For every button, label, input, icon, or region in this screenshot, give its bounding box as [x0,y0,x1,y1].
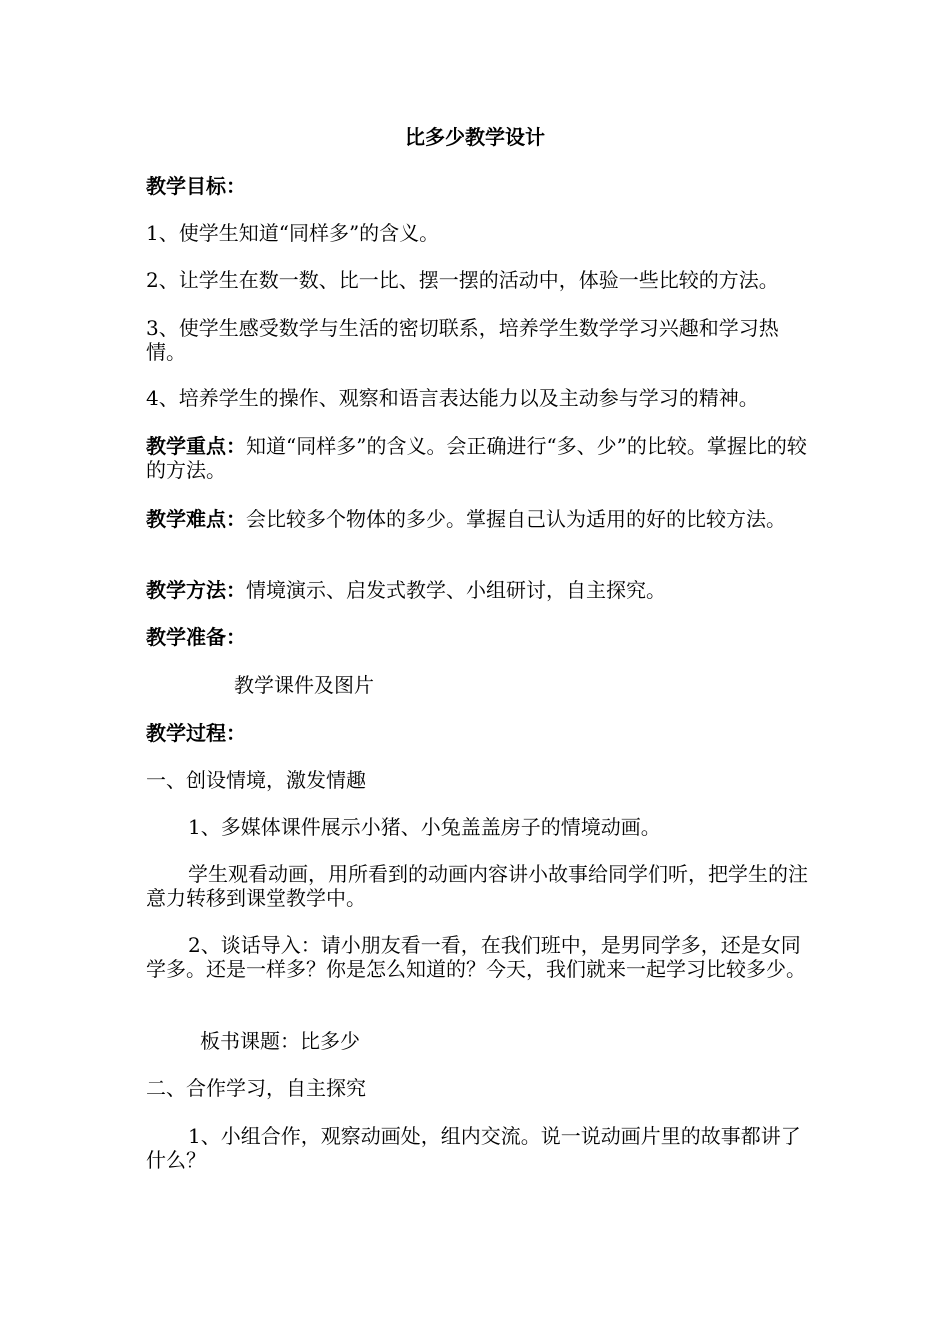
section-1-heading: 一、创设情境，激发情趣 [146,768,366,792]
objective-item: 2、让学生在数一数、比一比、摆一摆的活动中，体验一些比较的方法。 [146,268,779,292]
section-2-heading: 二、合作学习，自主探究 [146,1076,366,1100]
key-points-paragraph [146,434,810,482]
section-1-paragraph: 学生观看动画，用所看到的动画内容讲小故事给同学们听，把学生的注意力转移到课堂教学中。 [146,862,808,910]
methods-paragraph [146,578,810,602]
objective-item: 4、培养学生的操作、观察和语言表达能力以及主动参与学习的精神。 [146,386,759,410]
objective-item: 1、使学生知道“同样多”的含义。 [146,221,440,245]
difficulties-text: 会比较多个物体的多少。掌握自己认为适用的好的比较方法。 [246,507,786,531]
process-heading: 教学过程： [146,721,246,745]
preparation-text: 教学课件及图片 [234,673,374,697]
difficulties-label: 教学难点： [146,507,246,531]
objectives-heading: 教学目标： [146,174,246,198]
methods-text: 情境演示、启发式教学、小组研讨，自主探究。 [246,578,666,602]
preparation-heading: 教学准备： [146,625,246,649]
key-points-text: 知道“同样多”的含义。会正确进行“多、少”的比较。掌握比的较的方法。 [146,434,807,482]
section-2-paragraph: 1、小组合作，观察动画处，组内交流。说一说动画片里的故事都讲了什么？ [146,1124,801,1172]
difficulties-paragraph [146,507,810,531]
key-points-label: 教学重点： [146,434,246,458]
section-1-paragraph: 板书课题：比多少 [200,1029,360,1053]
section-1-paragraph: 2、谈话导入：请小朋友看一看，在我们班中，是男同学多，还是女同学多。还是一样多？你是怎么知道的？今天，我们就来一起学习比较多少。 [146,933,806,981]
document-title: 比多少教学设计 [405,125,545,149]
section-1-paragraph: 1、多媒体课件展示小猪、小兔盖盖房子的情境动画。 [188,815,661,839]
objective-item: 3、使学生感受数学与生活的密切联系，培养学生数学学习兴趣和学习热情。 [146,316,779,364]
methods-label: 教学方法： [146,578,246,602]
